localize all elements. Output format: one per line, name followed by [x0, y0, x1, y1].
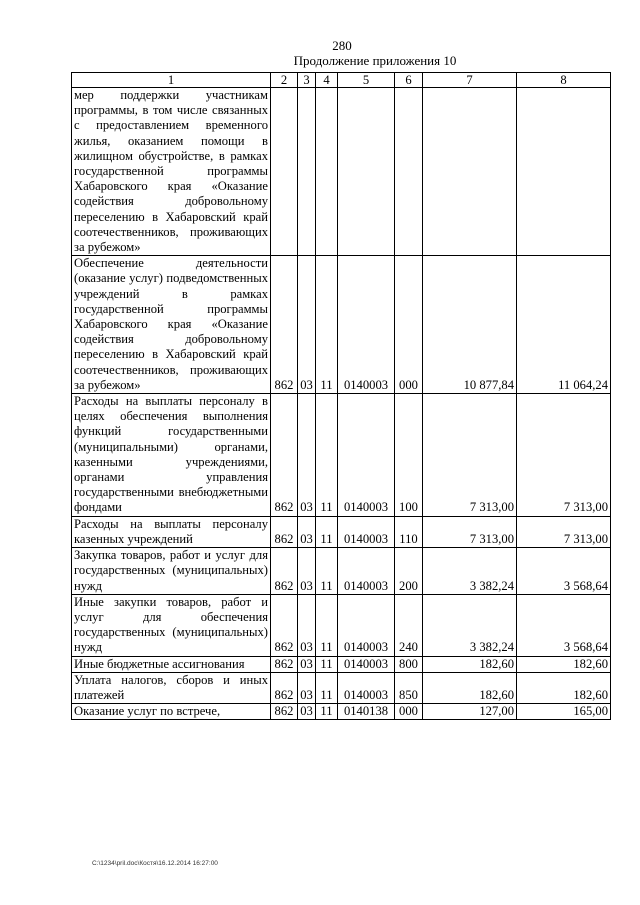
column-header: 8: [517, 73, 611, 88]
row-name-cell: Иные бюджетные ассигнования: [72, 656, 271, 672]
row-name-cell: Уплата налогов, сборов и иных платежей: [72, 672, 271, 703]
row-amount-cell: 182,60: [517, 672, 611, 703]
row-type-cell: 200: [395, 548, 423, 595]
row-target-cell: 0140003: [338, 594, 395, 656]
row-code-cell: 862: [271, 548, 298, 595]
row-name-cell: мер поддержки участникам программы, в том числе связанных с предоставлением временного жилья, оказанием помощи в жилищном обустройстве, в рамках государственной программы Хабаровского края «Оказание содействия добровольному переселению в Хабаровский край соотечественников, проживающих за рубежом»: [72, 88, 271, 256]
row-code-cell: 862: [271, 704, 298, 720]
continuation-title: Продолжение приложения 10: [293, 53, 457, 68]
row-amount-cell: 3 382,24: [423, 594, 517, 656]
column-header: 5: [338, 73, 395, 88]
row-amount-cell: 7 313,00: [517, 394, 611, 517]
table-row: [72, 394, 611, 517]
row-code-cell: 862: [271, 672, 298, 703]
table-header-row: [72, 73, 611, 88]
row-amount-cell: 182,60: [423, 656, 517, 672]
file-path-footer: C:\1234\pril.doc\Костя\16.12.2014 16:27:00: [92, 860, 218, 867]
row-section-cell: [298, 88, 316, 256]
column-header: 7: [423, 73, 517, 88]
row-type-cell: 240: [395, 594, 423, 656]
row-target-cell: [338, 88, 395, 256]
row-section-cell: 03: [298, 548, 316, 595]
row-amount-cell: 3 568,64: [517, 594, 611, 656]
column-header: 2: [271, 73, 298, 88]
table-row: [72, 88, 611, 256]
row-code-cell: 862: [271, 594, 298, 656]
row-subsection-cell: 11: [316, 594, 338, 656]
table-row: [72, 704, 611, 720]
row-code-cell: 862: [271, 516, 298, 547]
row-target-cell: 0140003: [338, 394, 395, 517]
table-row: [72, 256, 611, 394]
row-amount-cell: 3 568,64: [517, 548, 611, 595]
row-section-cell: 03: [298, 516, 316, 547]
column-header: 3: [298, 73, 316, 88]
column-header: 4: [316, 73, 338, 88]
row-target-cell: 0140003: [338, 548, 395, 595]
row-target-cell: 0140138: [338, 704, 395, 720]
table-row: [72, 656, 611, 672]
row-section-cell: 03: [298, 394, 316, 517]
row-name-cell: Обеспечение деятельности (оказание услуг) подведомственных учреждений в рамках государственной программы Хабаровского края «Оказание содействия добровольному переселению в Хабаровский край соотечественников, проживающих за рубежом»: [72, 256, 271, 394]
row-section-cell: 03: [298, 672, 316, 703]
row-section-cell: 03: [298, 704, 316, 720]
column-header: 6: [395, 73, 423, 88]
row-amount-cell: [517, 88, 611, 256]
row-name-cell: Расходы на выплаты персоналу в целях обеспечения выполнения функций государственными (муниципальными) органами, казенными учреждениями, органами управления государственными внебюджетными фондами: [72, 394, 271, 517]
row-subsection-cell: 11: [316, 656, 338, 672]
row-amount-cell: 7 313,00: [423, 394, 517, 517]
row-subsection-cell: [316, 88, 338, 256]
budget-table: [71, 72, 611, 720]
row-subsection-cell: 11: [316, 516, 338, 547]
row-subsection-cell: 11: [316, 394, 338, 517]
row-amount-cell: 127,00: [423, 704, 517, 720]
row-amount-cell: 10 877,84: [423, 256, 517, 394]
row-name-cell: Иные закупки товаров, работ и услуг для обеспечения государственных (муниципальных) нужд: [72, 594, 271, 656]
row-section-cell: 03: [298, 656, 316, 672]
table-row: [72, 548, 611, 595]
row-subsection-cell: 11: [316, 704, 338, 720]
row-amount-cell: 182,60: [517, 656, 611, 672]
row-name-cell: Оказание услуг по встрече,: [72, 704, 271, 720]
row-type-cell: 800: [395, 656, 423, 672]
row-code-cell: 862: [271, 394, 298, 517]
row-target-cell: 0140003: [338, 256, 395, 394]
table-row: [72, 594, 611, 656]
column-header: 1: [72, 73, 271, 88]
row-subsection-cell: 11: [316, 548, 338, 595]
row-target-cell: 0140003: [338, 672, 395, 703]
row-code-cell: 862: [271, 656, 298, 672]
row-type-cell: 000: [395, 256, 423, 394]
row-section-cell: 03: [298, 256, 316, 394]
row-amount-cell: 11 064,24: [517, 256, 611, 394]
row-name-cell: Закупка товаров, работ и услуг для государственных (муниципальных) нужд: [72, 548, 271, 595]
row-type-cell: 100: [395, 394, 423, 517]
row-amount-cell: 165,00: [517, 704, 611, 720]
row-type-cell: 850: [395, 672, 423, 703]
row-amount-cell: [423, 88, 517, 256]
row-type-cell: 000: [395, 704, 423, 720]
page-number: 280: [332, 38, 352, 53]
row-amount-cell: 182,60: [423, 672, 517, 703]
row-amount-cell: 7 313,00: [517, 516, 611, 547]
row-type-cell: 110: [395, 516, 423, 547]
row-code-cell: 862: [271, 256, 298, 394]
row-type-cell: [395, 88, 423, 256]
row-subsection-cell: 11: [316, 672, 338, 703]
row-section-cell: 03: [298, 594, 316, 656]
row-target-cell: 0140003: [338, 656, 395, 672]
row-target-cell: 0140003: [338, 516, 395, 547]
row-amount-cell: 7 313,00: [423, 516, 517, 547]
table-row: [72, 516, 611, 547]
table-row: [72, 672, 611, 703]
row-name-cell: Расходы на выплаты персоналу казенных учреждений: [72, 516, 271, 547]
row-amount-cell: 3 382,24: [423, 548, 517, 595]
row-code-cell: [271, 88, 298, 256]
row-subsection-cell: 11: [316, 256, 338, 394]
